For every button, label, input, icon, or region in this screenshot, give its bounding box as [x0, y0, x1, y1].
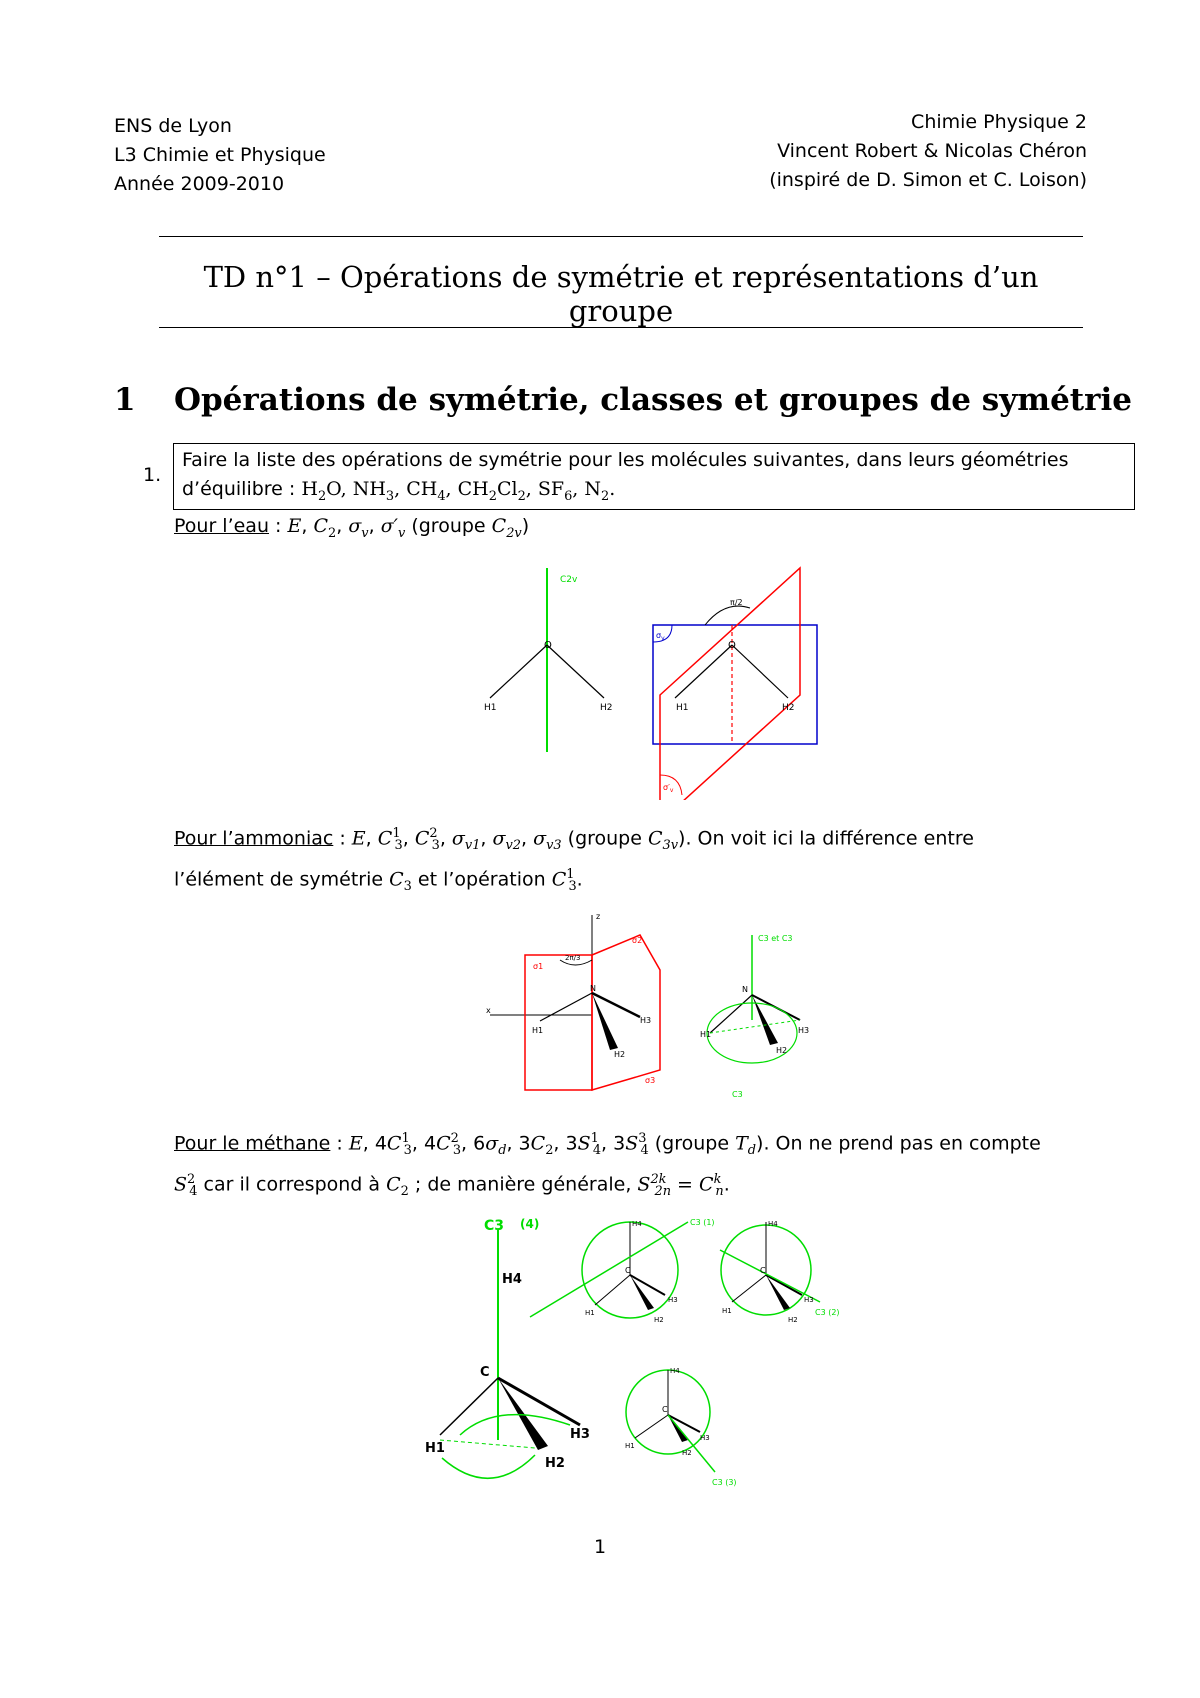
- svg-text:2π/3: 2π/3: [565, 954, 581, 962]
- svg-text:σ1: σ1: [533, 962, 544, 971]
- ammonia-paragraph: Pour l’ammoniac : E, $C^1_3$, $C^2_3$, $\sigma_{v1}$, $\sigma_{v2}$, $\sigma_{v3}$ (groupe $C_{3v}$). On voit ici la différence entre l’élément de symétrie $C_3$ et l’opération $C^1_3$.: [174, 826, 974, 895]
- ammonia-figure: [480, 905, 860, 1135]
- svg-text:H1: H1: [722, 1307, 732, 1315]
- header-authors: Vincent Robert & Nicolas Chéron: [777, 140, 1087, 162]
- water-figure: [450, 560, 830, 800]
- header-credit: (inspiré de D. Simon et C. Loison): [769, 169, 1087, 191]
- svg-text:H2: H2: [782, 703, 795, 713]
- svg-text:O: O: [728, 640, 736, 651]
- header-left: [114, 112, 326, 199]
- section-title: Opérations de symétrie, classes et groupes de symétrie: [174, 382, 1132, 418]
- svg-text:H3: H3: [798, 1026, 810, 1035]
- svg-text:σv: $\sigma_v$: [656, 631, 665, 642]
- svg-text:H1: H1: [625, 1442, 635, 1450]
- svg-text:H1: H1: [585, 1309, 595, 1317]
- svg-text:C3 (1): C3 (1): [690, 1218, 715, 1227]
- question-line-2: d’équilibre : $H_2O$, $NH_3$, $CH_4$, $CH_2Cl_2$, $SF_6$, $N_2$.: [182, 478, 616, 504]
- section-number: 1: [114, 382, 136, 418]
- c2v-label: C2v: [560, 575, 578, 585]
- svg-text:H2: H2: [776, 1046, 788, 1055]
- methane-label: Pour le méthane: [174, 1132, 331, 1155]
- svg-text:C3: C3: [484, 1218, 505, 1234]
- header-right: [769, 108, 1087, 195]
- title-rule-top: [159, 236, 1083, 237]
- svg-text:H2: H2: [682, 1449, 692, 1457]
- svg-text:C: C: [662, 1405, 668, 1414]
- svg-text:C3 (3): C3 (3): [712, 1478, 737, 1487]
- sigma-2-plane: [592, 935, 660, 1090]
- methane-paragraph: Pour le méthane : E, $4C^1_3$, $4C^2_3$, $6\sigma_d$, $3C_2$, $3S^1_4$, $3S^3_4$ (groupe $T_d$). On ne prend pas en compte $S^2_4$ car il correspond à $C_2$ ; de manière générale, $S^{2k}_{2n} = C^k_n$.: [174, 1131, 1041, 1200]
- o-label: O: [544, 640, 552, 651]
- svg-text:z: z: [596, 912, 601, 921]
- svg-text:H4: H4: [670, 1367, 680, 1375]
- ammonia-label: Pour l’ammoniac: [174, 827, 334, 850]
- svg-text:(4): (4): [520, 1217, 540, 1231]
- svg-text:H1: H1: [700, 1030, 712, 1039]
- page-title: TD n°1 – Opérations de symétrie et représentations d’un groupe: [203, 260, 1039, 328]
- svg-text:N: N: [742, 985, 748, 994]
- sigma-1-plane: [525, 955, 592, 1090]
- svg-text:H1: H1: [532, 1026, 544, 1035]
- section-heading: [114, 382, 136, 418]
- methane-figure: [420, 1210, 890, 1500]
- svg-text:H3: H3: [700, 1434, 710, 1442]
- svg-text:H3: H3: [570, 1427, 590, 1442]
- question-number: 1.: [143, 464, 162, 486]
- question-box: [173, 443, 1135, 510]
- pi2-label: π/2: [730, 598, 743, 607]
- svg-text:H2: H2: [614, 1050, 626, 1059]
- svg-text:H1: H1: [425, 1441, 445, 1456]
- svg-text:N: N: [590, 984, 596, 993]
- header-course: Chimie Physique 2: [911, 111, 1087, 133]
- svg-text:C: C: [625, 1266, 631, 1275]
- svg-text:H3: H3: [640, 1016, 652, 1025]
- svg-text:H3: H3: [668, 1296, 678, 1304]
- water-label: Pour l’eau: [174, 515, 269, 537]
- svg-text:H4: H4: [632, 1220, 642, 1228]
- question-line-1: Faire la liste des opérations de symétrie pour les molécules suivantes, dans leurs géométries: [182, 449, 1069, 471]
- header-school: ENS de Lyon: [114, 115, 232, 137]
- svg-text:σ2: σ2: [632, 936, 643, 945]
- svg-text:H4: H4: [768, 1220, 778, 1228]
- svg-text:σ′v: $\sigma'_v$: [663, 783, 674, 794]
- page-number: 1: [593, 1536, 607, 1558]
- svg-text:C3 (2): C3 (2): [815, 1308, 840, 1317]
- svg-text:H1: H1: [676, 703, 689, 713]
- svg-text:C3 et C3: C3 et C3: [758, 934, 793, 943]
- svg-text:σ3: σ3: [645, 1076, 656, 1085]
- svg-text:H2: H2: [545, 1456, 565, 1471]
- svg-text:x: x: [486, 1006, 491, 1015]
- svg-text:H2: H2: [788, 1316, 798, 1324]
- svg-text:H3: H3: [804, 1296, 814, 1304]
- h1-label: H1: [484, 703, 497, 713]
- header-year: Année 2009-2010: [114, 173, 285, 195]
- h2-label: H2: [600, 703, 613, 713]
- header-course-level: L3 Chimie et Physique: [114, 144, 326, 166]
- svg-text:C: C: [480, 1365, 490, 1380]
- svg-text:H2: H2: [654, 1316, 664, 1324]
- svg-text:C: C: [760, 1266, 766, 1275]
- svg-text:H4: H4: [502, 1272, 522, 1287]
- title-rule-bottom: [159, 327, 1083, 328]
- water-paragraph: Pour l’eau : E, $C_2$, $\sigma_v$, $\sigma'_v$ (groupe $C_{2v}$): [174, 515, 530, 541]
- svg-text:C3: C3: [732, 1090, 743, 1099]
